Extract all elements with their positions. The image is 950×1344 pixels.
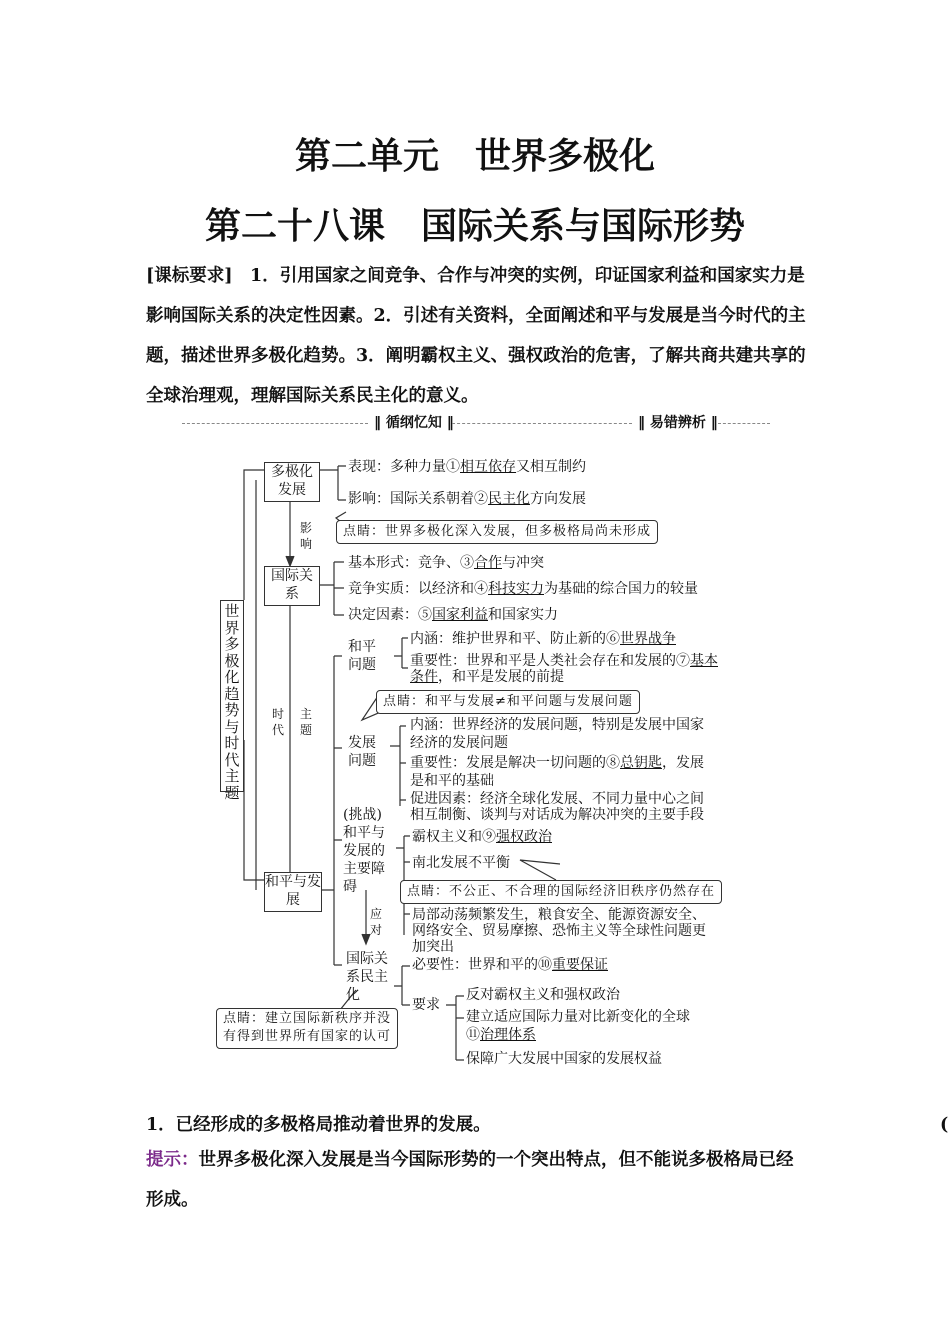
relations-line2: 竞争实质：以经济和④科技实力为基础的综合国力的较量	[348, 581, 698, 597]
peace-line1: 内涵：维护世界和平、防止新的⑥世界战争	[410, 631, 676, 647]
tag-error-analysis: ‖ 易错辨析 ‖	[634, 412, 722, 432]
note-obstacles: 点睛：不公正、不合理的国际经济旧秩序仍然存在	[400, 880, 722, 904]
democratization-req4: 保障广大发展中国家的发展权益	[466, 1051, 662, 1067]
question-1: 1．已经形成的多极格局推动着世界的发展。	[146, 1115, 491, 1135]
lesson-title: 第二十八课 国际关系与国际形势	[204, 206, 745, 247]
unit-title: 第二单元 世界多极化	[294, 136, 655, 177]
democratization-req2: 建立适应国际力量对比新变化的全球	[466, 1009, 690, 1025]
obstacles-label: (挑战)和平与发展的主要障碍	[343, 807, 385, 895]
democratization-label: 国际关系民主化	[346, 951, 388, 1003]
development-line6: 相互制衡、谈判与对话成为解决冲突的主要手段	[410, 807, 704, 823]
requirements-text: 1．引用国家之间竞争、合作与冲突的实例，印证国家利益和国家实力是影响国际关系的决定性因素。2．引述有关资料，全面阐述和平与发展是当今时代的主题，描述世界多极化趋势。3．阐明霸权主义、强权政治的危害，了解共商共建共享的全球治理观，理解国际关系民主化的意义。	[146, 266, 806, 406]
democratization-req3: ⑪治理体系	[466, 1027, 536, 1043]
development-line1: 内涵：世界经济的发展问题，特别是发展中国家	[410, 717, 704, 733]
relations-line3: 决定因素：⑤国家利益和国家实力	[348, 607, 558, 623]
requirements-label: [课标要求]	[146, 266, 233, 286]
root-box: 世界多极化趋势与时代主题	[220, 600, 244, 792]
democratization-necessity: 必要性：世界和平的⑩重要保证	[412, 957, 608, 973]
democratization-req-label: 要求	[412, 997, 440, 1013]
development-line5: 促进因素：经济全球化发展、不同力量中心之间	[410, 791, 704, 807]
peace-line2: 重要性：世界和平是人类社会存在和发展的⑦基本	[410, 653, 718, 669]
peace-development-box: 和平与发展	[264, 872, 322, 912]
development-line4: 是和平的基础	[410, 773, 494, 789]
era-label: 时代	[272, 707, 285, 737]
respond-label: 应对	[370, 907, 383, 937]
theme-label: 主题	[300, 707, 313, 737]
note-peace: 点睛：和平与发展≠和平问题与发展问题	[376, 690, 640, 714]
development-line3: 重要性：发展是解决一切问题的⑧总钥匙，发展	[410, 755, 704, 771]
multipolar-box: 多极化发展	[264, 462, 320, 502]
obstacles-line4: 网络安全、贸易摩擦、恐怖主义等全球性问题更	[412, 923, 706, 939]
obstacles-line2: 南北发展不平衡	[412, 855, 510, 871]
development-label: 发展问题	[348, 735, 376, 769]
peace-label: 和平问题	[348, 639, 376, 673]
development-line2: 经济的发展问题	[410, 735, 508, 751]
multipolar-line1: 表现：多种力量①相互依存又相互制约	[348, 459, 586, 475]
answer-paren: (	[940, 1115, 949, 1135]
tag-review-outline: ‖ 循纲忆知 ‖	[370, 412, 458, 432]
note-democratization: 点睛：建立国际新秩序并没 有得到世界所有国家的认可	[216, 1008, 398, 1049]
obstacles-line5: 加突出	[412, 939, 454, 955]
obstacles-line1: 霸权主义和⑨强权政治	[412, 829, 552, 845]
obstacles-line3: 局部动荡频繁发生，粮食安全、能源资源安全、	[412, 907, 706, 923]
relations-box: 国际关系	[264, 566, 320, 606]
peace-line3: 条件，和平是发展的前提	[410, 669, 564, 685]
multipolar-line2: 影响：国际关系朝着②民主化方向发展	[348, 491, 586, 507]
hint	[146, 1140, 810, 1220]
hint-label: 提示：	[146, 1150, 199, 1170]
relations-line1: 基本形式：竞争、③合作与冲突	[348, 555, 544, 571]
note-multipolar: 点睛：世界多极化深入发展，但多极格局尚未形成	[336, 520, 658, 544]
influence-label: 影响	[300, 521, 313, 551]
hint-text: 世界多极化深入发展是当今国际形势的一个突出特点，但不能说多极格局已经形成。	[146, 1150, 794, 1210]
democratization-req1: 反对霸权主义和强权政治	[466, 987, 620, 1003]
